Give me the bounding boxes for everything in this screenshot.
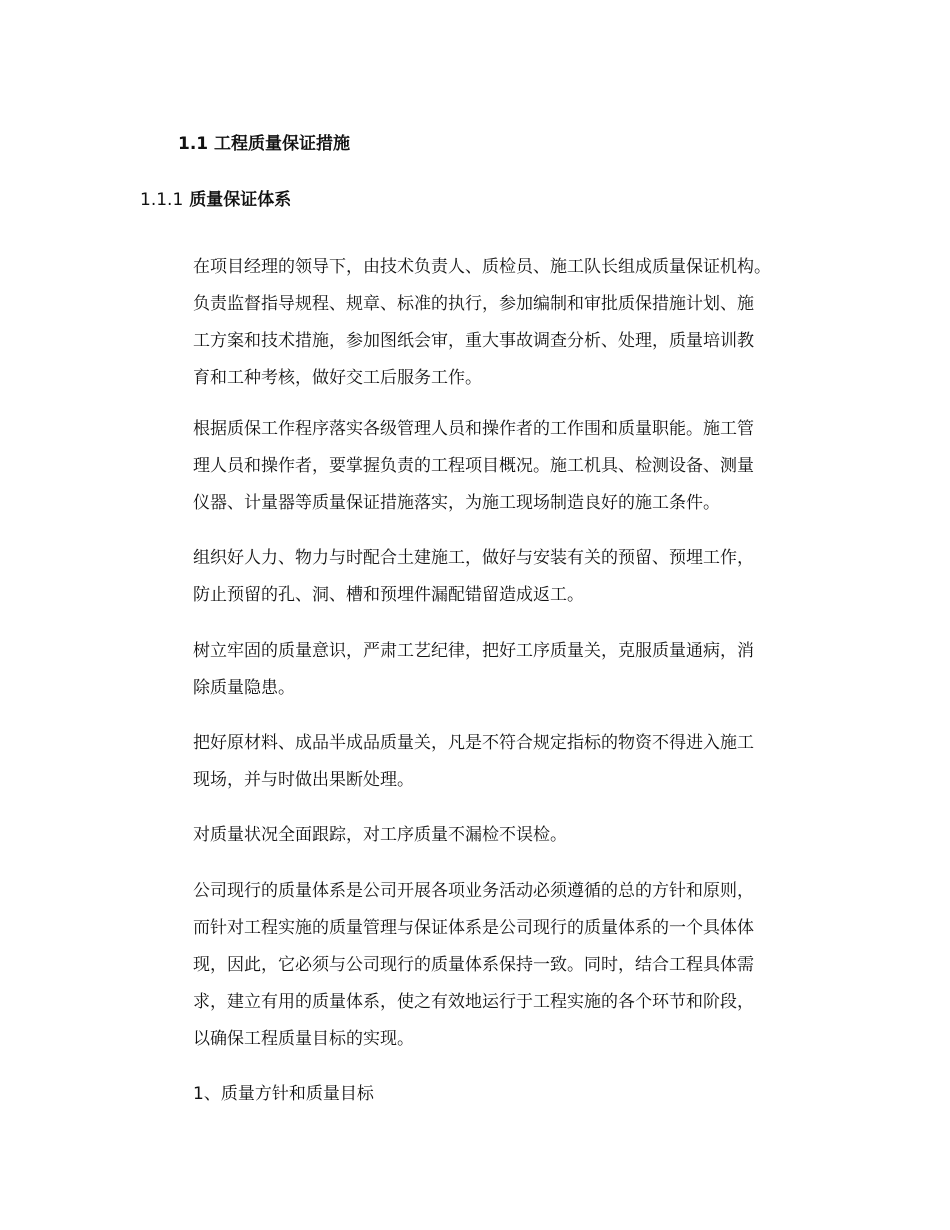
text-line: 仪器、计量器等质量保证措施落实，为施工现场制造良好的施工条件。	[193, 493, 720, 513]
text-line: 把好原材料、成品半成品质量关，凡是不符合规定指标的物资不得进入施工	[193, 733, 754, 753]
text-line: 现，因此，它必须与公司现行的质量体系保持一致。同时，结合工程具体需	[193, 955, 754, 975]
paragraph-8	[193, 1076, 823, 1113]
text-line: 育和工种考核，做好交工后服务工作。	[193, 368, 482, 388]
text-line: 根据质保工作程序落实各级管理人员和操作者的工作围和质量职能。施工管	[193, 419, 754, 439]
subsection-title: 质量保证体系	[189, 190, 292, 210]
paragraph-7	[193, 873, 823, 1058]
text-line: 以确保工程质量目标的实现。	[193, 1029, 414, 1049]
subsection-number: 1.1.1	[140, 190, 184, 210]
subsection-heading	[140, 187, 291, 213]
text-line: 公司现行的质量体系是公司开展各项业务活动必须遵循的总的方针和原则，	[193, 881, 754, 901]
paragraph-6	[193, 817, 823, 854]
text-line: 防止预留的孔、洞、槽和预埋件漏配错留造成返工。	[193, 585, 584, 605]
text-line: 组织好人力、物力与时配合土建施工，做好与安装有关的预留、预埋工作，	[193, 548, 754, 568]
text-line: 负责监督指导规程、规章、标准的执行，参加编制和审批质保措施计划、施	[193, 294, 754, 314]
text-line: 除质量隐患。	[193, 678, 295, 698]
text-line: 现场，并与时做出果断处理。	[193, 770, 414, 790]
text-line: 理人员和操作者，要掌握负责的工程项目概况。施工机具、检测设备、测量	[193, 456, 754, 476]
text-line: 在项目经理的领导下，由技术负责人、质检员、施工队长组成质量保证机构。	[193, 257, 771, 277]
paragraph-3	[193, 540, 823, 614]
text-line: 对质量状况全面跟踪，对工序质量不漏检不误检。	[193, 825, 567, 845]
text-line: 求，建立有用的质量体系，使之有效地运行于工程实施的各个环节和阶段，	[193, 992, 754, 1012]
paragraph-2	[193, 411, 823, 522]
paragraph-5	[193, 725, 823, 799]
section-heading: 1.1 工程质量保证措施	[178, 134, 351, 154]
text-line: 而针对工程实施的质量管理与保证体系是公司现行的质量体系的一个具体体	[193, 918, 754, 938]
text-line: 1、质量方针和质量目标	[193, 1084, 374, 1104]
paragraph-4	[193, 633, 823, 707]
paragraph-1	[193, 249, 823, 397]
text-line: 树立牢固的质量意识，严肃工艺纪律，把好工序质量关，克服质量通病，消	[193, 641, 754, 661]
text-line: 工方案和技术措施，参加图纸会审，重大事故调查分析、处理，质量培训教	[193, 331, 754, 351]
